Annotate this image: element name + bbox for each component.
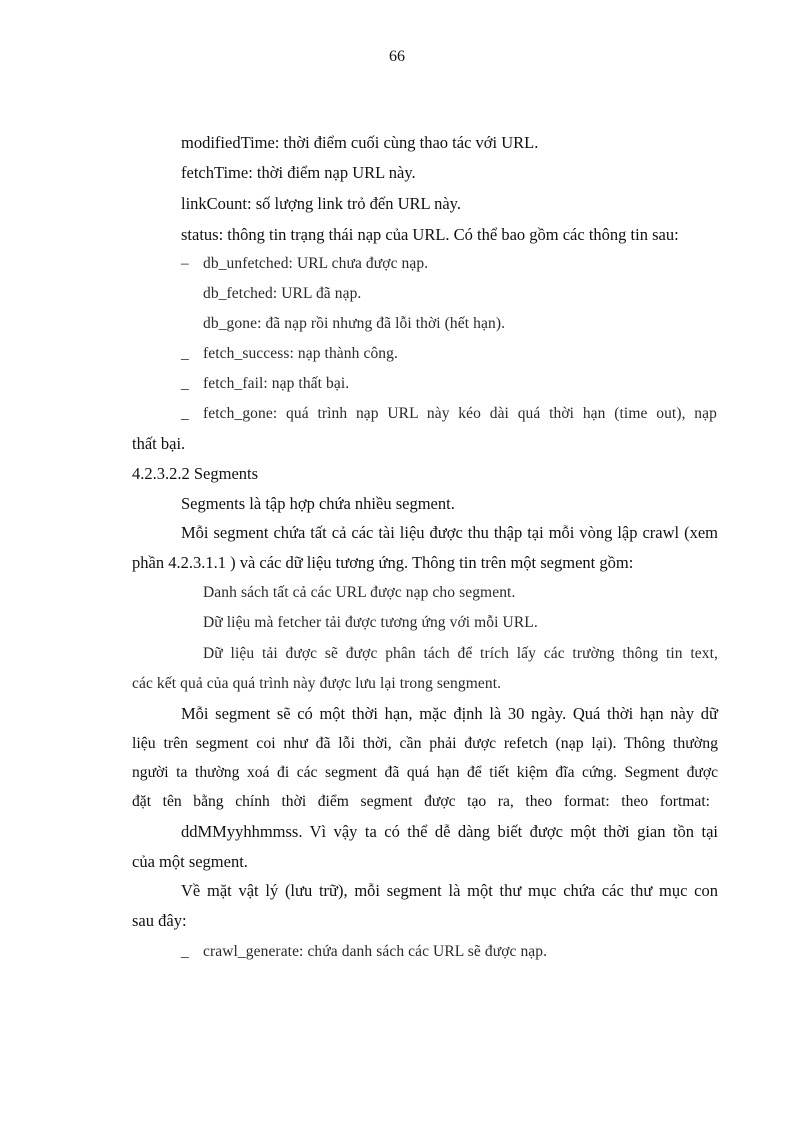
status-item-text: fetch_success: nạp thành công. bbox=[203, 345, 398, 362]
paragraph-line: Về mặt vật lý (lưu trữ), mỗi segment là một thư mục chứa các thư mục con bbox=[181, 881, 718, 900]
segment-item-fetcher-data: Dữ liệu mà fetcher tải được tương ứng với mỗi URL. bbox=[203, 614, 538, 631]
status-item-text: fetch_gone: quá trình nạp URL này kéo dài quá thời hạn (time out), nạp bbox=[203, 405, 717, 422]
field-status-intro: status: thông tin trạng thái nạp của URL. Có thể bao gồm các thông tin sau: bbox=[181, 225, 679, 244]
status-item-fetch-fail bbox=[181, 374, 349, 394]
field-modified-time: modifiedTime: thời điểm cuối cùng thao tác với URL. bbox=[181, 133, 539, 152]
paragraph-line: đặt tên bằng chính thời điểm segment được tạo ra, theo format: theo fortmat: bbox=[132, 793, 710, 810]
paragraph-line: phần 4.2.3.1.1 ) và các dữ liệu tương ứng. Thông tin trên một segment gồm: bbox=[132, 553, 634, 572]
bullet-dash: _ bbox=[181, 405, 189, 422]
bullet-dash: – bbox=[181, 255, 189, 272]
section-intro: Segments là tập hợp chứa nhiều segment. bbox=[181, 494, 455, 513]
status-item-fetch-success bbox=[181, 344, 398, 364]
section-heading: 4.2.3.2.2 Segments bbox=[132, 464, 259, 483]
folder-item-text: crawl_generate: chứa danh sách các URL sẽ được nạp. bbox=[203, 943, 548, 960]
status-item-text: db_unfetched: URL chưa được nạp. bbox=[203, 255, 429, 272]
status-item-db-fetched: db_fetched: URL đã nạp. bbox=[203, 285, 362, 302]
bullet-dash: _ bbox=[181, 345, 189, 362]
status-item-fetch-gone bbox=[181, 404, 717, 424]
paragraph-line: người ta thường xoá đi các segment đã quá hạn để tiết kiệm đĩa cứng. Segment được bbox=[132, 764, 718, 781]
paragraph-line: sau đây: bbox=[132, 911, 187, 930]
bullet-dash: _ bbox=[181, 943, 189, 960]
paragraph-line: ddMMyyhhmmss. Vì vậy ta có thể dễ dàng biết được một thời gian tồn tại bbox=[181, 822, 718, 841]
status-item-db-gone: db_gone: đã nạp rồi nhưng đã lỗi thời (hết hạn). bbox=[203, 315, 506, 332]
page-number: 66 bbox=[389, 48, 405, 65]
bullet-dash: _ bbox=[181, 375, 189, 392]
segment-item-parsed-data-continuation: các kết quả của quá trình này được lưu lại trong sengment. bbox=[132, 675, 502, 692]
status-item-fetch-gone-continuation: thất bại. bbox=[132, 434, 186, 453]
paragraph-line: Mỗi segment chứa tất cả các tài liệu được thu thập tại mỗi vòng lập crawl (xem bbox=[181, 523, 718, 542]
paragraph-line: của một segment. bbox=[132, 852, 248, 871]
paragraph-line: liệu trên segment coi như đã lỗi thời, cần phải được refetch (nạp lại). Thông thường bbox=[132, 735, 718, 752]
status-item-text: fetch_fail: nạp thất bại. bbox=[203, 375, 350, 392]
field-fetch-time: fetchTime: thời điểm nạp URL này. bbox=[181, 163, 416, 182]
field-link-count: linkCount: số lượng link trỏ đến URL này. bbox=[181, 194, 461, 213]
folder-item-crawl-generate bbox=[181, 942, 547, 962]
paragraph-line: Mỗi segment sẽ có một thời hạn, mặc định là 30 ngày. Quá thời hạn này dữ bbox=[181, 704, 718, 723]
segment-item-url-list: Danh sách tất cả các URL được nạp cho segment. bbox=[203, 584, 516, 601]
status-item-db-unfetched bbox=[181, 254, 428, 274]
segment-item-parsed-data: Dữ liệu tải được sẽ được phân tách để trích lấy các trường thông tin text, bbox=[203, 645, 718, 662]
